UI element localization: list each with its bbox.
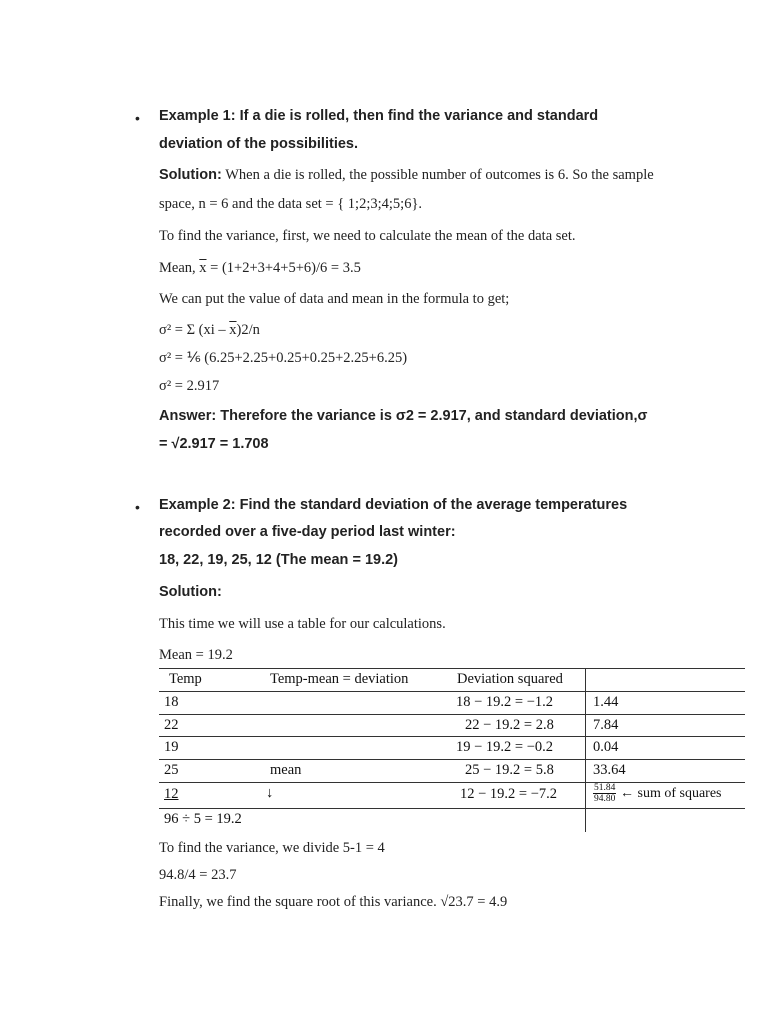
example-1-solution xyxy=(159,166,654,184)
example-2-solution-label: Solution: xyxy=(159,584,222,600)
table-cell-squared: 0.04 xyxy=(593,739,619,755)
mean-line: Mean = 19.2 xyxy=(159,647,233,663)
table-rule xyxy=(159,736,745,737)
sum-of-squares-note: ← sum of squares xyxy=(620,785,722,801)
fraction-denominator: 94.80 xyxy=(594,794,616,804)
divide-line: To find the variance, we divide 5-1 = 4 xyxy=(159,840,385,856)
example-2-title-line-2: recorded over a five-day period last winter: xyxy=(159,524,456,540)
table-cell-squared: 33.64 xyxy=(593,762,626,778)
variance-formula-1 xyxy=(159,322,260,339)
table-column-divider xyxy=(585,668,586,832)
table-cell-deviation: 12 − 19.2 = −7.2 xyxy=(460,786,558,802)
mean-formula xyxy=(159,260,361,277)
table-rule xyxy=(159,808,745,809)
solution-text: When a die is rolled, the possible number of outcomes is 6. So the sample xyxy=(221,167,654,183)
table-cell-temp: 12 xyxy=(164,786,179,802)
table-cell-deviation: 22 − 19.2 = 2.8 xyxy=(465,717,554,733)
fraction-numerator: 51.84 xyxy=(594,783,616,793)
formula-intro: We can put the value of data and mean in the formula to get; xyxy=(159,291,510,307)
example-1-title-line-2: deviation of the possibilities. xyxy=(159,136,358,152)
table-rule xyxy=(159,714,745,715)
formula1-symbol: $\overline{x}$ xyxy=(229,322,237,338)
mean-prefix: Mean, xyxy=(159,260,200,276)
example-1-title-line-1: Example 1: If a die is rolled, then find the variance and standard xyxy=(159,108,599,124)
table-cell-temp: 19 xyxy=(164,739,179,755)
table-cell-deviation: 18 − 19.2 = −1.2 xyxy=(456,694,554,710)
table-cell-squared: 7.84 xyxy=(593,717,619,733)
table-rule xyxy=(159,759,745,760)
table-cell-mean-label: mean xyxy=(270,762,302,778)
solution-line-2: space, n = 6 and the data set = { 1;2;3;4;5;6}. xyxy=(159,196,423,212)
table-header-squared: Deviation squared xyxy=(457,671,563,687)
table-cell-deviation: 25 − 19.2 = 5.8 xyxy=(465,762,554,778)
variance-formula-2: σ² = ⅙ (6.25+2.25+0.25+0.25+2.25+6.25) xyxy=(159,350,408,366)
solution-label: Solution: xyxy=(159,167,222,183)
table-intro: This time we will use a table for our calculations. xyxy=(159,616,446,632)
variance-line: 94.8/4 = 23.7 xyxy=(159,867,237,883)
table-rule xyxy=(159,668,745,669)
table-cell-sum-of-squares xyxy=(593,783,722,804)
formula1-suffix: )2/n xyxy=(236,322,260,338)
sum-fraction xyxy=(593,783,616,804)
variance-formula-3: σ² = 2.917 xyxy=(159,378,220,394)
answer-line-2: = √2.917 = 1.708 xyxy=(159,436,269,452)
example-2-title-line-3: 18, 22, 19, 25, 12 (The mean = 19.2) xyxy=(159,552,398,568)
example-2-title-line-1: Example 2: Find the standard deviation of the average temperatures xyxy=(159,497,628,513)
down-arrow-icon: ↓ xyxy=(266,785,274,801)
variance-intro: To find the variance, first, we need to calculate the mean of the data set. xyxy=(159,228,576,244)
table-header-deviation: Temp-mean = deviation xyxy=(270,671,409,687)
answer-line-1: Answer: Therefore the variance is σ2 = 2.917, and standard deviation,σ xyxy=(159,408,648,424)
table-cell-temp: 25 xyxy=(164,762,179,778)
final-line: Finally, we find the square root of this variance. √23.7 = 4.9 xyxy=(159,894,508,910)
bullet-example-2: • xyxy=(135,499,140,515)
table-footer: 96 ÷ 5 = 19.2 xyxy=(164,811,242,827)
table-cell-squared: 1.44 xyxy=(593,694,619,710)
table-cell-temp: 22 xyxy=(164,717,179,733)
mean-suffix: = (1+2+3+4+5+6)/6 = 3.5 xyxy=(206,260,361,276)
table-header-temp: Temp xyxy=(169,671,202,687)
table-cell-temp: 18 xyxy=(164,694,179,710)
table-cell-deviation: 19 − 19.2 = −0.2 xyxy=(456,739,554,755)
deviation-table xyxy=(159,668,745,832)
table-rule xyxy=(159,691,745,692)
formula1-prefix: σ² = Σ (xi – xyxy=(159,322,230,338)
mean-symbol: $\overline{x}$ xyxy=(199,260,207,276)
bullet-example-1: • xyxy=(135,110,140,126)
